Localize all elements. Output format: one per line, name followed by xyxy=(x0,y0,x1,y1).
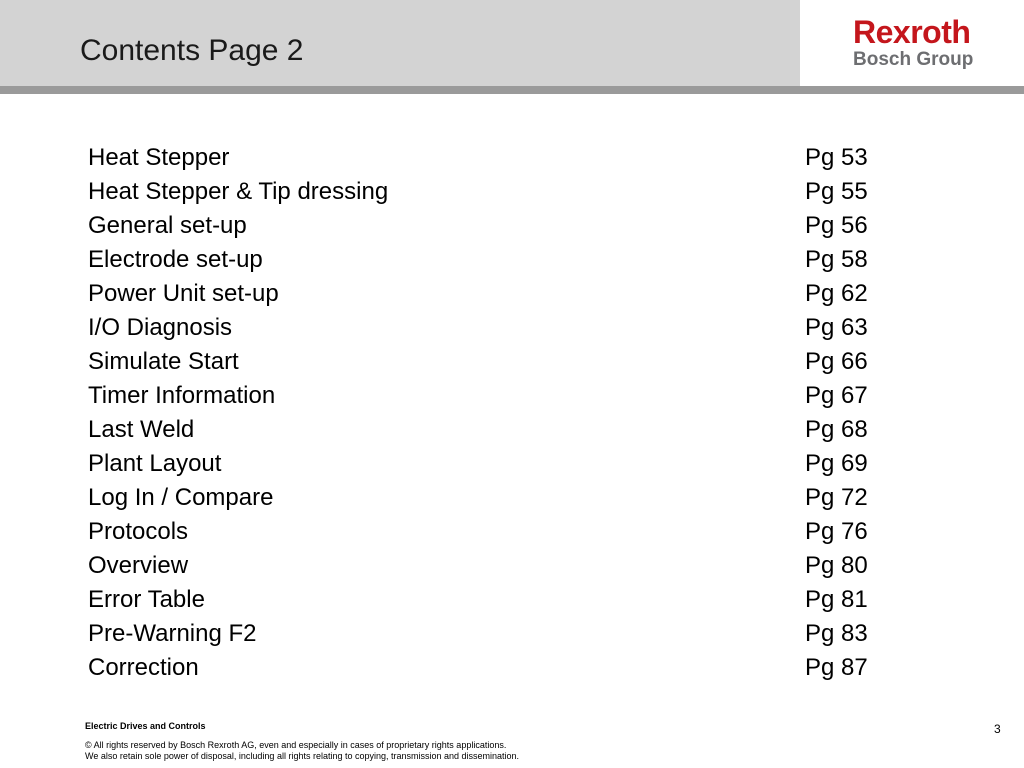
toc-item xyxy=(88,379,888,413)
toc-item-page: Pg 53 xyxy=(805,144,868,171)
toc-item-page: Pg 80 xyxy=(805,552,868,579)
page-number: 3 xyxy=(994,722,1001,736)
brand-group: Bosch Group xyxy=(853,49,974,70)
toc-item xyxy=(88,345,888,379)
toc-item-label: Power Unit set-up xyxy=(88,280,279,307)
toc-item-label: I/O Diagnosis xyxy=(88,314,233,341)
toc-item-page: Pg 68 xyxy=(805,416,868,443)
toc-item-page: Pg 72 xyxy=(805,484,868,511)
toc-item-label: Heat Stepper & Tip dressing xyxy=(88,178,389,205)
toc-item-label: Timer Information xyxy=(88,382,276,409)
toc-item xyxy=(88,175,888,209)
toc-item xyxy=(88,141,888,175)
toc-item xyxy=(88,481,888,515)
toc-item-page: Pg 69 xyxy=(805,450,868,477)
toc-item xyxy=(88,583,888,617)
footer-copyright xyxy=(85,740,519,762)
copyright-line-1: © All rights reserved by Bosch Rexroth AG, even and especially in cases of proprietary rights applications. xyxy=(85,740,507,750)
toc-item-label: Protocols xyxy=(88,518,189,545)
toc-item xyxy=(88,515,888,549)
toc-item-page: Pg 87 xyxy=(805,654,868,681)
toc-item xyxy=(88,413,888,447)
toc-item-label: Plant Layout xyxy=(88,450,222,477)
toc-item-page: Pg 81 xyxy=(805,586,868,613)
toc-item-page: Pg 56 xyxy=(805,212,868,239)
brand-name: Rexroth xyxy=(853,14,971,50)
toc-item xyxy=(88,447,888,481)
table-of-contents xyxy=(88,141,888,685)
page-title: Contents Page 2 xyxy=(80,34,304,67)
toc-item xyxy=(88,209,888,243)
toc-item xyxy=(88,243,888,277)
toc-item-label: Electrode set-up xyxy=(88,246,263,273)
toc-item-label: Pre-Warning F2 xyxy=(88,620,257,647)
toc-item-page: Pg 76 xyxy=(805,518,868,545)
toc-item xyxy=(88,311,888,345)
toc-item-page: Pg 58 xyxy=(805,246,868,273)
toc-item-label: Error Table xyxy=(88,586,205,613)
toc-item-label: Heat Stepper xyxy=(88,144,230,171)
toc-item-page: Pg 63 xyxy=(805,314,868,341)
toc-item-page: Pg 67 xyxy=(805,382,868,409)
toc-item-label: Overview xyxy=(88,552,189,579)
header-divider xyxy=(0,86,1024,94)
toc-item xyxy=(88,277,888,311)
toc-item xyxy=(88,549,888,583)
toc-item-page: Pg 55 xyxy=(805,178,868,205)
toc-item-label: Last Weld xyxy=(88,416,195,443)
toc-item xyxy=(88,617,888,651)
toc-item-page: Pg 66 xyxy=(805,348,868,375)
brand-logo xyxy=(803,0,1024,86)
footer-company: Electric Drives and Controls xyxy=(85,721,206,731)
toc-item-page: Pg 83 xyxy=(805,620,868,647)
toc-item-label: General set-up xyxy=(88,212,247,239)
toc-item xyxy=(88,651,888,685)
copyright-line-2: We also retain sole power of disposal, including all rights relating to copying, transmission and dissemination. xyxy=(85,751,520,761)
toc-item-label: Correction xyxy=(88,654,199,681)
title-bar xyxy=(0,0,800,86)
toc-item-label: Simulate Start xyxy=(88,348,239,375)
toc-item-label: Log In / Compare xyxy=(88,484,274,511)
toc-item-page: Pg 62 xyxy=(805,280,868,307)
